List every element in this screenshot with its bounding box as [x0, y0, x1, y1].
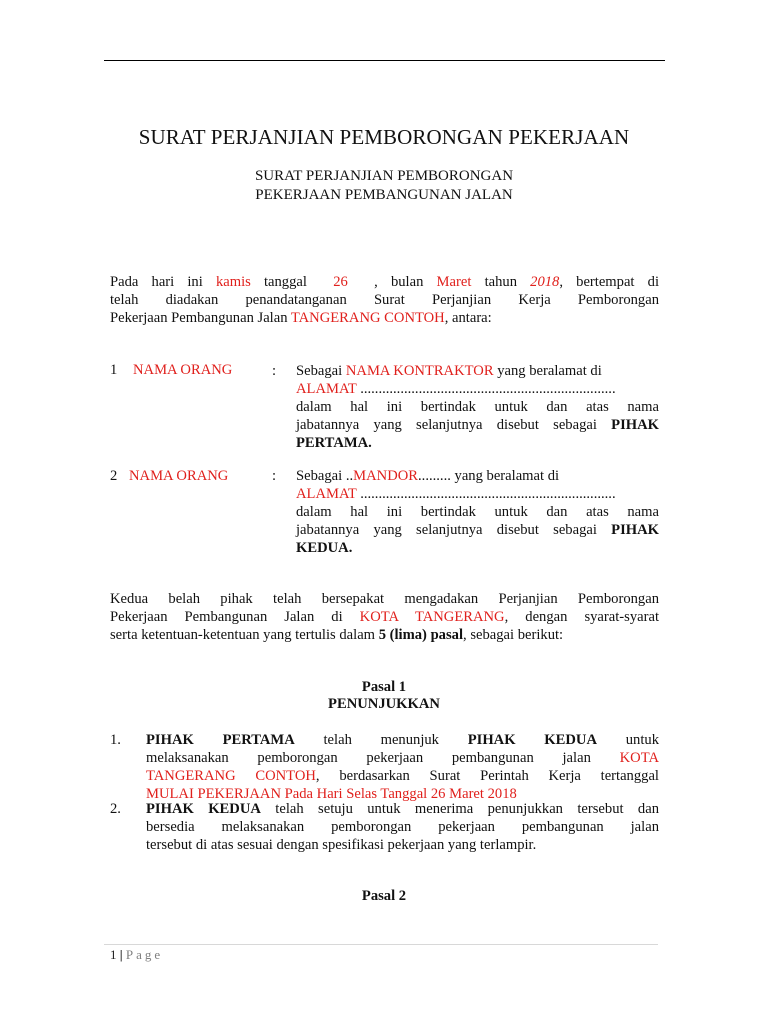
party-1-colon: :: [272, 363, 277, 379]
subtitle-line-1: SURAT PERJANJIAN PEMBORONGAN: [254, 168, 514, 184]
pasal-1-heading: Pasal 1: [361, 679, 407, 695]
intro-line-1: Pada hari ini kamis tanggal 26 , bulan Maret tahun 2018, bertempat di: [110, 274, 659, 290]
intro-line-2: telah diadakan penandatanganan Surat Perjanjian Kerja Pemborongan: [110, 292, 659, 308]
party-1-designation: PIHAK: [611, 417, 659, 433]
kota-value: KOTA TANGERANG: [359, 609, 505, 625]
page-footer: 1 | Page: [110, 947, 164, 962]
tahun-value: 2018: [530, 274, 560, 290]
header-rule: [104, 60, 665, 61]
party-2-colon: :: [272, 468, 277, 484]
tanggal-value: 26: [333, 274, 348, 290]
pasal-1-item-2-number: 2.: [110, 801, 121, 817]
page-number: 1: [110, 947, 117, 962]
party-1-role: NAMA KONTRAKTOR: [345, 363, 494, 379]
subtitle-line-2: PEKERJAAN PEMBANGUNAN JALAN: [255, 187, 513, 203]
party-1-name: NAMA ORANG: [133, 362, 233, 378]
pasal-1-item-2: PIHAK KEDUA telah setuju untuk menerima penunjukkan tersebut dan bersedia melaksanakan pemborongan pekerjaan pembangunan jalan tersebut di atas sesuai dengan spesifikasi pekerjaan yang terlampir.: [146, 801, 659, 853]
hari-value: kamis: [215, 274, 251, 290]
footer-rule: [104, 944, 658, 945]
party-2-details: Sebagai ..MANDOR......... yang beralamat di ALAMAT ...................................................................... dalam hal ini bertindak untuk dan atas nama jabatannya yang selanjutnya disebut sebagai PIHAK KEDUA.: [296, 468, 659, 556]
intro-paragraph: [110, 273, 659, 327]
pasal-1-item-1: PIHAK PERTAMA telah menunjuk PIHAK KEDUA untuk melaksanakan pemborongan pekerjaan pembangunan jalan KOTA TANGERANG CONTOH, berdasarkan Surat Perintah Kerja tertanggal MULAI PEKERJAAN Pada Hari Selas Tanggal 26 Maret 2018: [146, 732, 660, 802]
party-2-name: NAMA ORANG: [129, 468, 229, 484]
document-title: SURAT PERJANJIAN PEMBORONGAN PEKERJAAN: [138, 125, 630, 149]
pasal-1-subheading: PENUNJUKKAN: [328, 696, 440, 712]
agreement-paragraph: Kedua belah pihak telah bersepakat mengadakan Perjanjian Pemborongan Pekerjaan Pembangunan Jalan di KOTA TANGERANG, dengan syarat-syarat serta ketentuan-ketentuan yang tertulis dalam 5 (lima) pasal, sebagai berikut:: [110, 591, 659, 643]
intro-line-3: Pekerjaan Pembangunan Jalan TANGERANG CONTOH, antara:: [110, 310, 492, 326]
party-2-role: MANDOR: [353, 468, 419, 484]
party-2-number: 2: [110, 468, 118, 484]
lokasi-value: TANGERANG CONTOH: [290, 310, 445, 326]
party-2-address: ALAMAT: [296, 486, 357, 502]
party-1-number: 1: [110, 362, 118, 378]
pasal-2-heading: Pasal 2: [361, 888, 407, 904]
party-2-designation: PIHAK: [611, 522, 659, 538]
bulan-value: Maret: [436, 274, 472, 290]
pasal-1-item-1-number: 1.: [110, 732, 121, 748]
pasal-count: 5 (lima) pasal: [378, 627, 464, 643]
party-1-details: Sebagai NAMA KONTRAKTOR yang beralamat di ALAMAT ...................................................................... dalam hal ini bertindak untuk dan atas nama jabatannya yang selanjutnya disebut sebagai PIHAK PERTAMA.: [296, 363, 659, 451]
mulai-pekerjaan: MULAI PEKERJAAN Pada Hari Selas Tanggal 26 Maret 2018: [146, 786, 517, 802]
page-label: Page: [125, 947, 164, 962]
party-1-address: ALAMAT: [296, 381, 357, 397]
